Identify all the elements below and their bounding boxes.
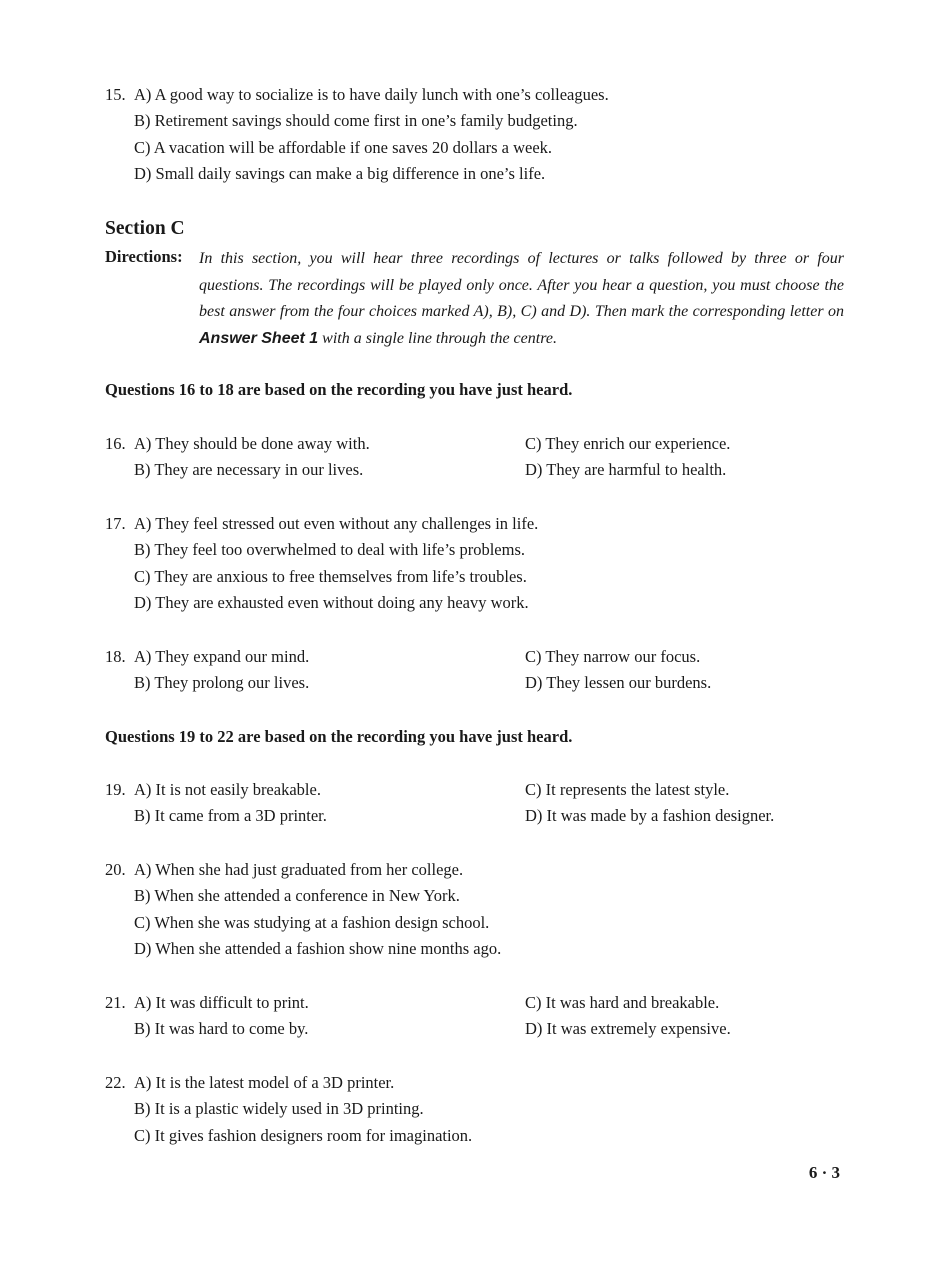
question-number: 19. — [105, 780, 126, 799]
option-c: C) It gives fashion designers room for imagination. — [134, 1126, 473, 1145]
option-d: D) They lessen our burdens. — [525, 673, 712, 692]
option-a: A) It is the latest model of a 3D printer. — [134, 1073, 395, 1092]
question-number: 15. — [105, 85, 126, 104]
directions-label: Directions: — [105, 247, 183, 266]
directions-text-part-2: with a single line through the centre. — [318, 329, 557, 347]
option-c: C) They are anxious to free themselves from life’s troubles. — [134, 567, 527, 586]
option-b: B) When she attended a conference in New York. — [134, 886, 460, 905]
option-c: C) When she was studying at a fashion design school. — [134, 913, 490, 932]
question-number: 17. — [105, 514, 126, 533]
option-d: D) They are harmful to health. — [525, 460, 727, 479]
answer-sheet-label: Answer Sheet 1 — [199, 329, 319, 347]
page-number: 6 · 3 — [808, 1163, 840, 1182]
option-d: D) They are exhausted even without doing any heavy work. — [134, 593, 529, 612]
option-b: B) They feel too overwhelmed to deal with life’s problems. — [134, 540, 526, 559]
directions-text — [199, 246, 844, 352]
option-d: D) When she attended a fashion show nine months ago. — [134, 939, 502, 958]
option-a: A) It is not easily breakable. — [134, 780, 321, 799]
option-a: A) A good way to socialize is to have daily lunch with one’s colleagues. — [134, 85, 609, 104]
option-c: C) They enrich our experience. — [525, 434, 731, 453]
option-d: D) It was extremely expensive. — [525, 1019, 731, 1038]
questions-19-22-header: Questions 19 to 22 are based on the recording you have just heard. — [105, 727, 573, 746]
option-c: C) It represents the latest style. — [525, 780, 730, 799]
option-c: C) A vacation will be affordable if one saves 20 dollars a week. — [134, 138, 553, 157]
option-a: A) They should be done away with. — [134, 434, 370, 453]
option-a: A) When she had just graduated from her college. — [134, 860, 464, 879]
question-number: 16. — [105, 434, 126, 453]
option-c: C) It was hard and breakable. — [525, 993, 720, 1012]
questions-16-18-header: Questions 16 to 18 are based on the recording you have just heard. — [105, 380, 573, 399]
option-b: B) It was hard to come by. — [134, 1019, 309, 1038]
question-number: 20. — [105, 860, 126, 879]
option-d: D) It was made by a fashion designer. — [525, 806, 775, 825]
directions-text-part-1: In this section, you will hear three recordings of lectures or talks followed by three or four questions. The recordings will be played only once. After you hear a question, you must choose the best answer from the four choices marked A), B), C) and D). Then mark the corresponding letter on — [199, 250, 844, 320]
option-b: B) They are necessary in our lives. — [134, 460, 364, 479]
option-b: B) It is a plastic widely used in 3D printing. — [134, 1099, 424, 1118]
question-number: 21. — [105, 993, 126, 1012]
section-title: Section C — [105, 218, 185, 239]
question-number: 22. — [105, 1073, 126, 1092]
option-c: C) They narrow our focus. — [525, 647, 701, 666]
option-a: A) They expand our mind. — [134, 647, 310, 666]
option-d: D) Small daily savings can make a big difference in one’s life. — [134, 164, 546, 183]
option-a: A) They feel stressed out even without any challenges in life. — [134, 514, 539, 533]
option-b: B) It came from a 3D printer. — [134, 806, 327, 825]
question-number: 18. — [105, 647, 126, 666]
option-b: B) Retirement savings should come first in one’s family budgeting. — [134, 111, 578, 130]
option-b: B) They prolong our lives. — [134, 673, 310, 692]
option-a: A) It was difficult to print. — [134, 993, 309, 1012]
